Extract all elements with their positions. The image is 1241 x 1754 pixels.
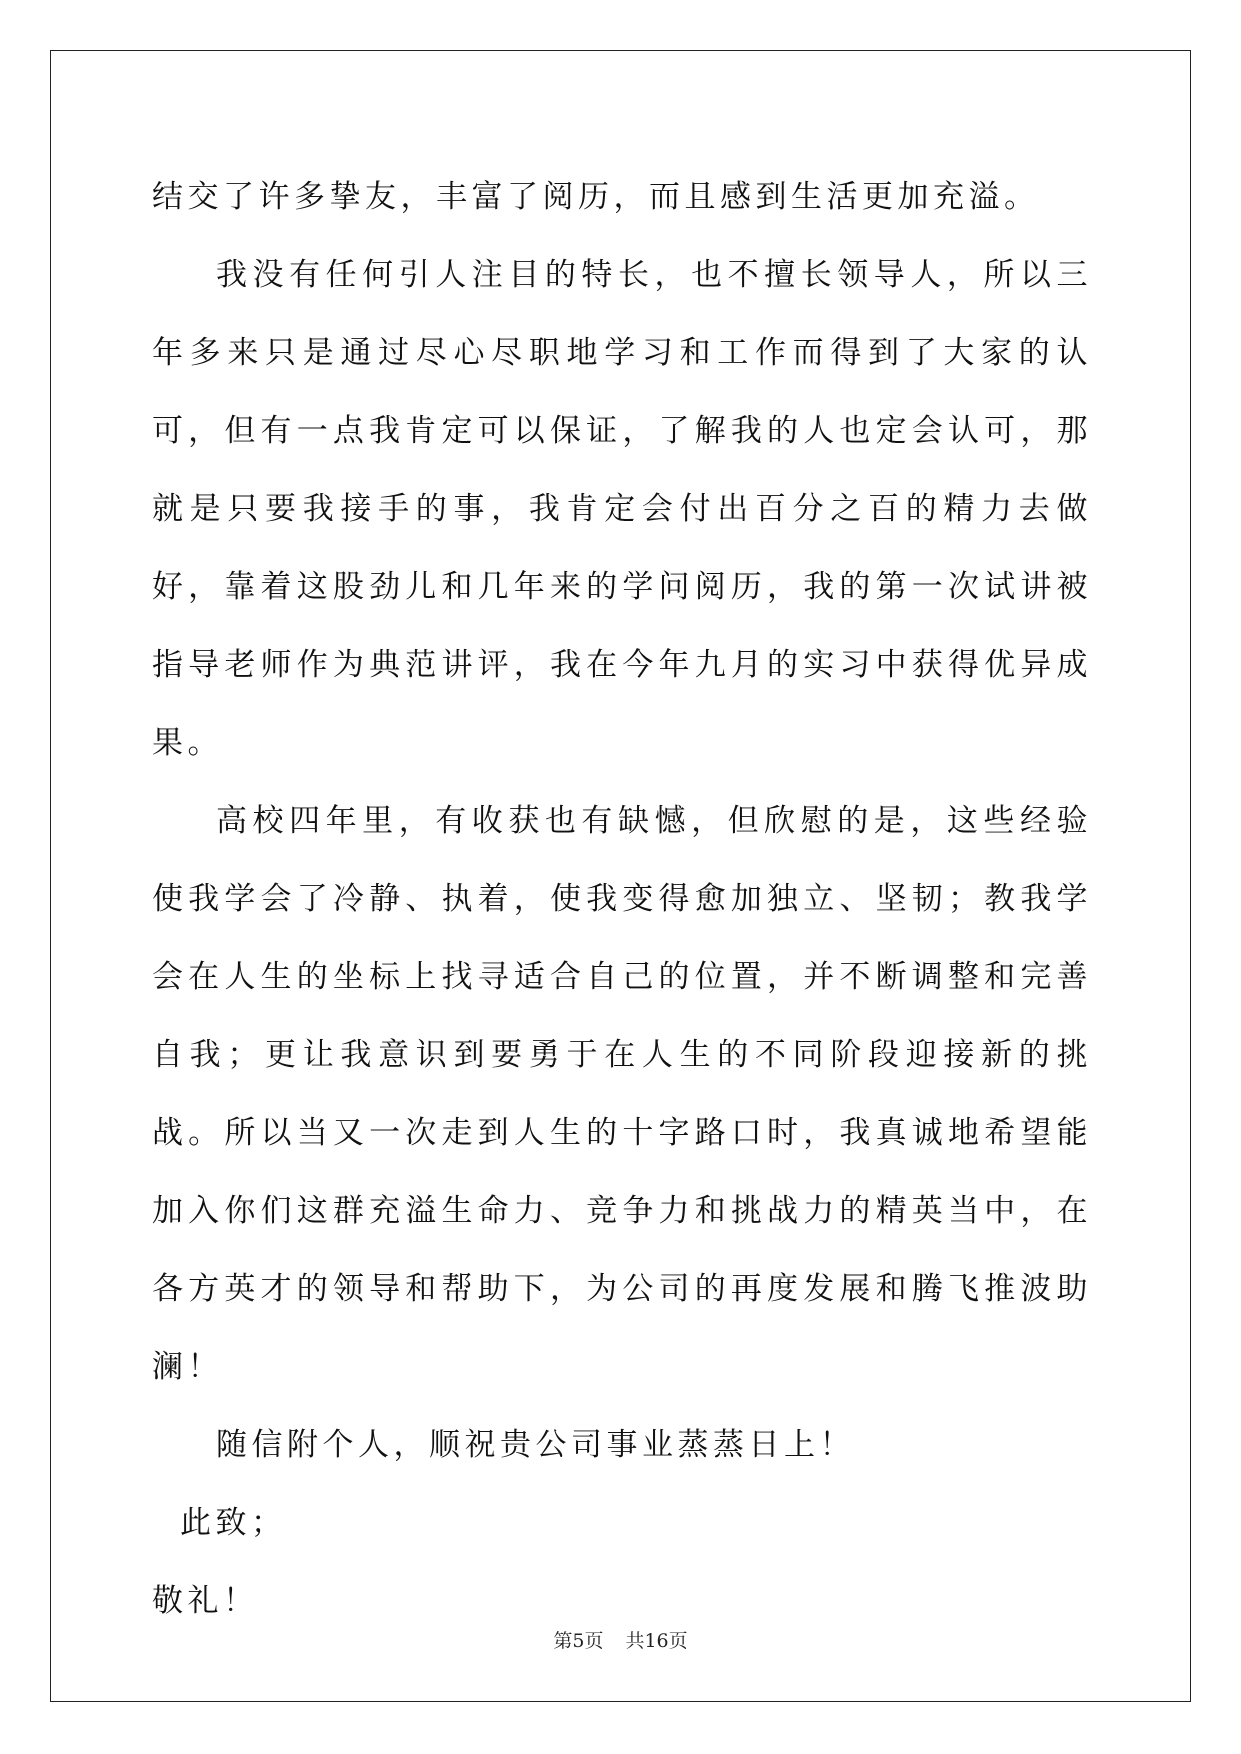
document-body xyxy=(152,158,1092,1640)
page-number: 第5页 xyxy=(553,1630,604,1652)
page-total: 共16页 xyxy=(625,1630,688,1652)
paragraph: 随信附个人，顺祝贵公司事业蒸蒸日上！ xyxy=(216,1427,855,1463)
closing-regards: 敬礼！ xyxy=(152,1583,259,1619)
closing-salutation: 此致； xyxy=(180,1505,287,1541)
paragraph: 我没有任何引人注目的特长，也不擅长领导人，所以三年多来只是通过尽心尽职地学习和工作而得到了大家的认可，但有一点我肯定可以保证，了解我的人也定会认可，那就是只要我接手的事，我肯定会付出百分之百的精力去做好，靠着这股劲儿和几年来的学问阅历，我的第一次试讲被指导老师作为典范讲评，我在今年九月的实习中获得优异成果。 xyxy=(152,257,1092,761)
paragraph: 结交了许多挚友，丰富了阅历，而且感到生活更加充溢。 xyxy=(152,179,1040,215)
page-footer xyxy=(0,1626,1241,1653)
paragraph: 高校四年里，有收获也有缺憾，但欣慰的是，这些经验使我学会了冷静、执着，使我变得愈加独立、坚韧；教我学会在人生的坐标上找寻适合自己的位置，并不断调整和完善自我；更让我意识到要勇于在人生的不同阶段迎接新的挑战。所以当又一次走到人生的十字路口时，我真诚地希望能加入你们这群充溢生命力、竞争力和挑战力的精英当中，在各方英才的领导和帮助下，为公司的再度发展和腾飞推波助澜！ xyxy=(152,803,1092,1385)
